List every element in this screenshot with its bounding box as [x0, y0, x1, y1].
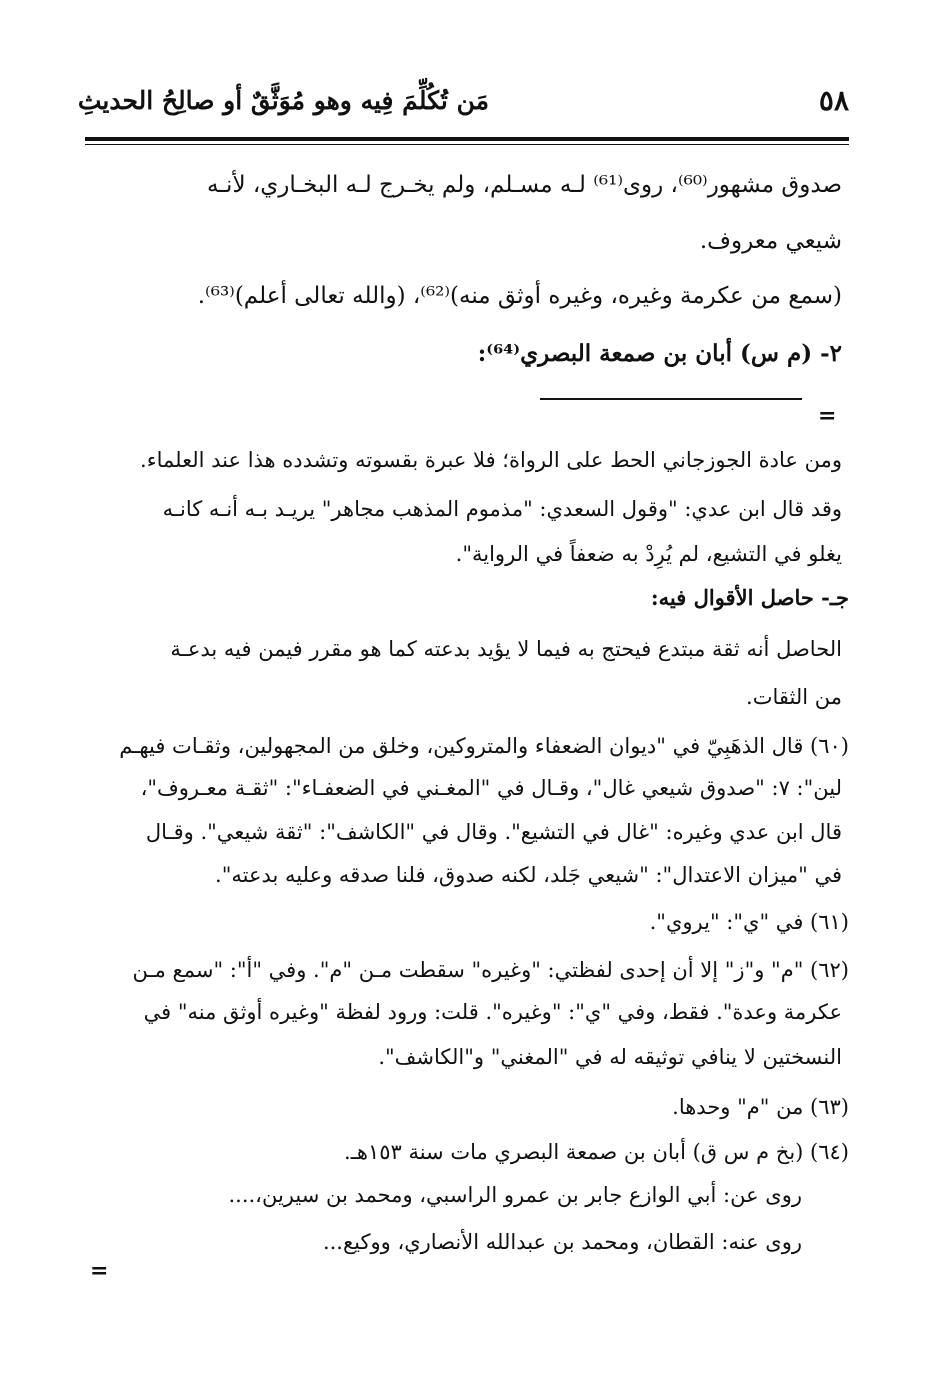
- footnote-64: (٦٤) (بخ م س ق) أبان بن صمعة البصري مات سنة ١٥٣هـ.: [344, 1140, 849, 1164]
- footnote-line: قال ابن عدي وغيره: "غال في التشيع". وقال في "الكاشف": "ثقة شيعي". وقـال: [145, 820, 842, 844]
- footnote-line: النسختين لا ينافي توثيقه له في "المغني" و"الكاشف".: [378, 1045, 842, 1069]
- footnote-line: في "ميزان الاعتدال": "شيعي جَلد، لكنه صدوق، فلنا صدقه وعليه بدعته".: [215, 863, 842, 887]
- footnote-line: وقد قال ابن عدي: "وقول السعدي: "مذموم المذهب مجاهر" يريـد بـه أنـه كانـه: [162, 497, 842, 521]
- main-text-line: شيعي معروف.: [699, 228, 842, 254]
- header-rule-thick: [85, 137, 849, 141]
- footnote-line: روى عن: أبي الوازع جابر بن عمرو الراسبي، ومحمد بن سيرين،....: [228, 1183, 802, 1207]
- footnote-63: (٦٣) من "م" وحدها.: [672, 1095, 849, 1119]
- footnote-line: الحاصل أنه ثقة مبتدع فيحتج به فيما لا يؤيد بدعته كما هو مقرر فيمن فيه بدعـة: [170, 637, 842, 661]
- running-head: مَن تُكُلِّمَ فِيه وهو مُوَثَّقٌ أو صالِحُ الحديثِ: [77, 86, 489, 115]
- footnote-line: يغلو في التشيع، لم يُرِدْ به ضعفاً في الرواية".: [455, 542, 842, 566]
- footnote-line: لين": ٧: "صدوق شيعي غال"، وقـال في "المغـني في الضعفـاء": "ثقـة معـروف"،: [140, 776, 842, 800]
- section-subheading: جـ- حاصل الأقوال فيه:: [650, 585, 849, 610]
- footnote-line: ومن عادة الجوزجاني الحط على الرواة؛ فلا عبرة بقسوته وتشدده هذا عند العلماء.: [140, 448, 842, 472]
- header-rule-thin: [85, 144, 849, 145]
- page-header: [77, 82, 849, 128]
- main-text-line: (سمع من عكرمة وغيره، وغيره أوثق منه)⁽⁶²⁾، (والله تعالى أعلم)⁽⁶³⁾.: [197, 283, 842, 309]
- footnote-62: (٦٢) "م" و"ز" إلا أن إحدى لفظتي: "وغيره" سقطت مـن "م". وفي "أ": "سمع مـن: [132, 958, 849, 982]
- entry-heading: ٢- (م س) أبان بن صمعة البصري⁽⁶⁴⁾:: [477, 340, 842, 367]
- bottom-continuation-mark: =: [90, 1258, 109, 1284]
- continuation-mark: =: [818, 403, 837, 429]
- footnote-line: عكرمة وعدة". فقط، وفي "ي": "وغيره". قلت: ورود لفظة "وغيره أوثق منه" في: [143, 1000, 842, 1024]
- footnote-61: (٦١) في "ي": "يروي".: [649, 910, 849, 934]
- footnote-line: من الثقات.: [746, 685, 842, 709]
- main-text-line: صدوق مشهور⁽⁶⁰⁾، روى⁽⁶¹⁾ لـه مسـلم، ولم يخـرج لـه البخـاري، لأنـه: [206, 172, 842, 198]
- footnote-60: (٦٠) قال الذهَبِيّ في "ديوان الضعفاء والمتروكين، وخلق من المجهولين، وثقـات فيهـم: [119, 734, 849, 758]
- footnote-line: روى عنه: القطان، ومحمد بن عبدالله الأنصاري، ووكيع...: [322, 1230, 802, 1254]
- page-number: ٥٨: [818, 84, 849, 117]
- footnote-separator: [540, 398, 802, 400]
